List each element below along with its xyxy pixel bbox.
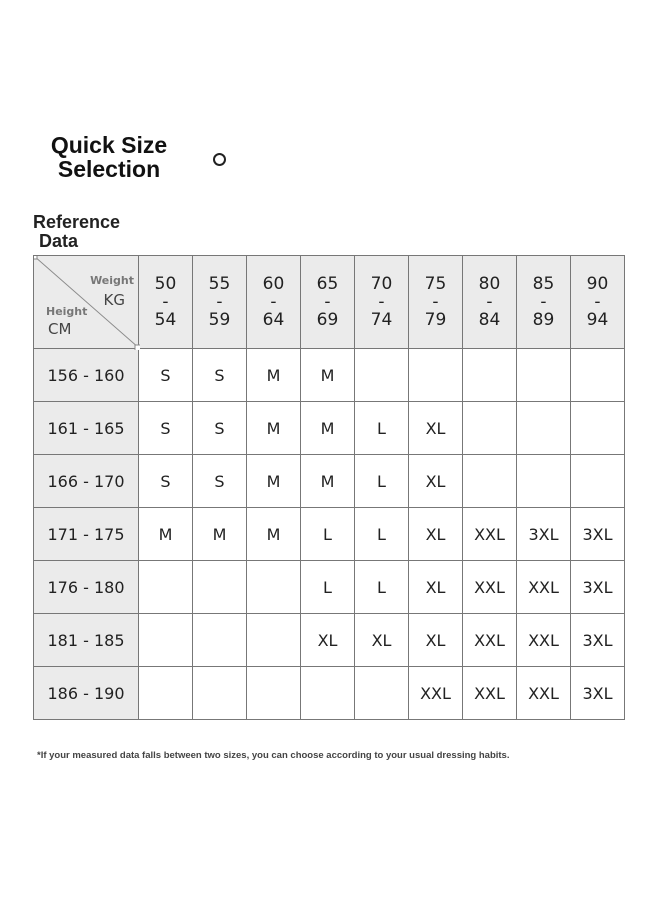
size-cell: S	[139, 402, 193, 455]
footnote: *If your measured data falls between two sizes, you can choose according to your usual dressing habits.	[37, 750, 510, 761]
weight-range-header: 60 - 64	[247, 256, 301, 349]
weight-header-row	[34, 256, 625, 349]
size-cell	[355, 349, 409, 402]
size-cell: 3XL	[571, 508, 625, 561]
height-label: Height	[46, 305, 88, 318]
size-chart-table	[33, 255, 625, 720]
size-cell: 3XL	[571, 667, 625, 720]
size-cell: XL	[409, 402, 463, 455]
size-cell: L	[355, 455, 409, 508]
weight-label: Weight	[90, 274, 134, 287]
weight-range-header: 70 - 74	[355, 256, 409, 349]
size-cell: XXL	[517, 614, 571, 667]
size-cell: L	[355, 402, 409, 455]
height-range-header: 156 - 160	[34, 349, 139, 402]
page-title	[34, 133, 184, 181]
height-range-header: 166 - 170	[34, 455, 139, 508]
size-cell: XL	[409, 508, 463, 561]
weight-range-header: 80 - 84	[463, 256, 517, 349]
size-cell	[193, 561, 247, 614]
size-cell	[355, 667, 409, 720]
size-cell	[571, 402, 625, 455]
size-cell: L	[355, 561, 409, 614]
size-cell: XXL	[463, 614, 517, 667]
size-cell: M	[301, 349, 355, 402]
size-cell: M	[193, 508, 247, 561]
size-cell	[571, 349, 625, 402]
subtitle-line-2: Data	[39, 231, 79, 251]
size-cell: 3XL	[571, 561, 625, 614]
size-cell	[139, 614, 193, 667]
size-cell: M	[139, 508, 193, 561]
size-cell: L	[355, 508, 409, 561]
size-cell: 3XL	[517, 508, 571, 561]
size-cell	[139, 561, 193, 614]
size-cell: S	[139, 455, 193, 508]
weight-unit: KG	[103, 291, 125, 309]
size-cell: S	[193, 402, 247, 455]
size-cell: XL	[355, 614, 409, 667]
size-cell: XL	[409, 455, 463, 508]
size-cell: XXL	[409, 667, 463, 720]
size-cell	[463, 455, 517, 508]
size-cell	[517, 349, 571, 402]
weight-range-header: 50 - 54	[139, 256, 193, 349]
size-cell	[193, 667, 247, 720]
size-cell	[409, 349, 463, 402]
weight-range-header: 55 - 59	[193, 256, 247, 349]
ring-icon	[213, 153, 226, 166]
size-cell: L	[301, 508, 355, 561]
size-cell: XL	[301, 614, 355, 667]
table-row	[34, 667, 625, 720]
size-cell: M	[247, 349, 301, 402]
height-range-header: 176 - 180	[34, 561, 139, 614]
size-cell: XXL	[463, 667, 517, 720]
size-cell	[571, 455, 625, 508]
corner-cell	[34, 256, 139, 349]
size-cell	[139, 667, 193, 720]
weight-range-header: 90 - 94	[571, 256, 625, 349]
size-cell	[517, 402, 571, 455]
size-cell	[247, 614, 301, 667]
table-row	[34, 455, 625, 508]
size-cell	[193, 614, 247, 667]
size-cell: L	[301, 561, 355, 614]
section-subtitle	[33, 213, 120, 251]
size-cell: XL	[409, 561, 463, 614]
size-cell: XL	[409, 614, 463, 667]
size-cell: XXL	[463, 508, 517, 561]
size-cell: M	[247, 455, 301, 508]
title-line-1: Quick Size	[50, 132, 168, 158]
height-unit: CM	[48, 320, 72, 338]
subtitle-line-1: Reference	[33, 212, 121, 232]
size-cell: M	[301, 402, 355, 455]
size-cell: S	[193, 455, 247, 508]
size-cell: S	[193, 349, 247, 402]
table-row	[34, 349, 625, 402]
size-cell	[463, 402, 517, 455]
height-range-header: 161 - 165	[34, 402, 139, 455]
size-cell: XXL	[463, 561, 517, 614]
size-cell	[517, 455, 571, 508]
size-cell: M	[247, 402, 301, 455]
weight-range-header: 65 - 69	[301, 256, 355, 349]
table-row	[34, 614, 625, 667]
table-row	[34, 402, 625, 455]
size-cell: XXL	[517, 667, 571, 720]
size-cell: M	[247, 508, 301, 561]
size-cell: XXL	[517, 561, 571, 614]
size-cell	[247, 667, 301, 720]
size-cell: M	[301, 455, 355, 508]
height-range-header: 181 - 185	[34, 614, 139, 667]
size-cell: 3XL	[571, 614, 625, 667]
height-range-header: 171 - 175	[34, 508, 139, 561]
title-line-2: Selection	[57, 156, 161, 182]
weight-range-header: 85 - 89	[517, 256, 571, 349]
weight-range-header: 75 - 79	[409, 256, 463, 349]
size-cell	[301, 667, 355, 720]
size-cell	[463, 349, 517, 402]
table-row	[34, 561, 625, 614]
table-row	[34, 508, 625, 561]
height-range-header: 186 - 190	[34, 667, 139, 720]
size-cell	[247, 561, 301, 614]
size-cell: S	[139, 349, 193, 402]
